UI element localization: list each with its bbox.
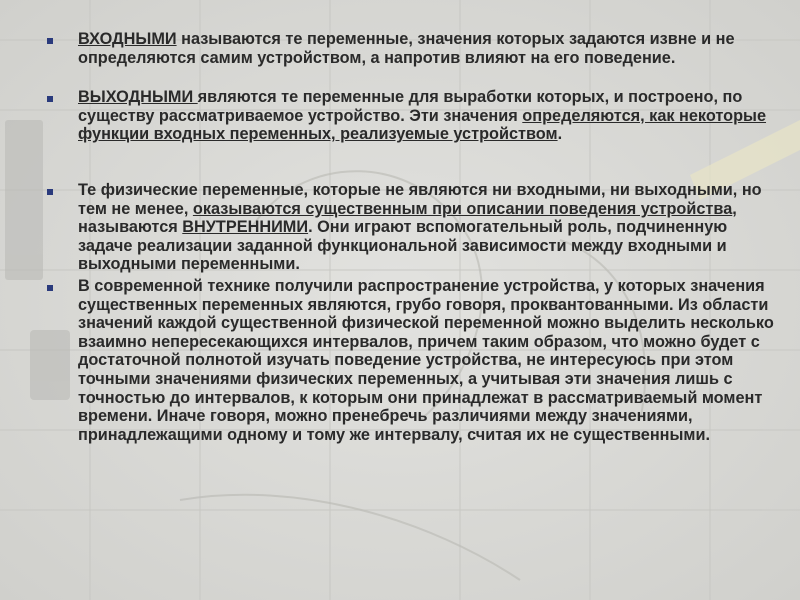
term-internal: ВНУТРЕННИМИ	[182, 218, 309, 237]
bullet-icon	[47, 96, 53, 102]
bullet-icon	[47, 285, 53, 291]
paragraph-text: , называются	[78, 199, 737, 237]
list-item	[40, 88, 780, 144]
underlined-phrase: оказываются существенным при описании поведения устройства	[192, 199, 733, 218]
underlined-phrase: определяются, как некоторые функции входных переменных, реализуемые устройством	[78, 106, 767, 144]
list-item	[40, 181, 780, 274]
list-item	[40, 277, 780, 444]
paragraph-text: В современной технике получили распространение устройства, у которых значения существенных переменных являются, грубо говоря, проквантованными. Из области значений каждой существенной физической переменной можно выделить несколько взаимно непересекающихся интервалов, причем таким образом, что можно будет с достаточной полнотой изучать поведение устройства, не интересуюсь при этом точными значениями физических переменных, а учитывая эти значения лишь с точностью до интервалов, к которым они принадлежат в рассматриваемый момент времени. Иначе говоря, можно пренебречь различиями между значениями, принадлежащими одному и тому же интервалу, считая их не существенными.	[78, 276, 774, 444]
paragraph-text: являются те переменные для выработки которых, и построено, по существу рассматриваемое устройство. Эти значения	[78, 88, 743, 125]
term-outputs: ВЫХОДНЫМИ	[78, 88, 198, 107]
term-inputs: ВХОДНЫМИ	[78, 30, 177, 48]
paragraph-text: . Они играют вспомогательный роль, подчиненную задаче реализации заданной функциональной зависимости между входными и выходными переменными.	[78, 218, 728, 274]
paragraph-text: .	[557, 125, 563, 144]
paragraph-text: называются те переменные, значения которых задаются извне и не определяются самим устройством, а напротив влияют на его поведение.	[78, 30, 735, 67]
bullet-icon	[47, 38, 53, 44]
list-item	[40, 30, 780, 67]
slide-content	[40, 22, 780, 444]
bullet-icon	[47, 189, 53, 195]
paragraph-text: Те физические переменные, которые не являются ни входными, ни выходными, но тем не менее,	[78, 180, 762, 218]
